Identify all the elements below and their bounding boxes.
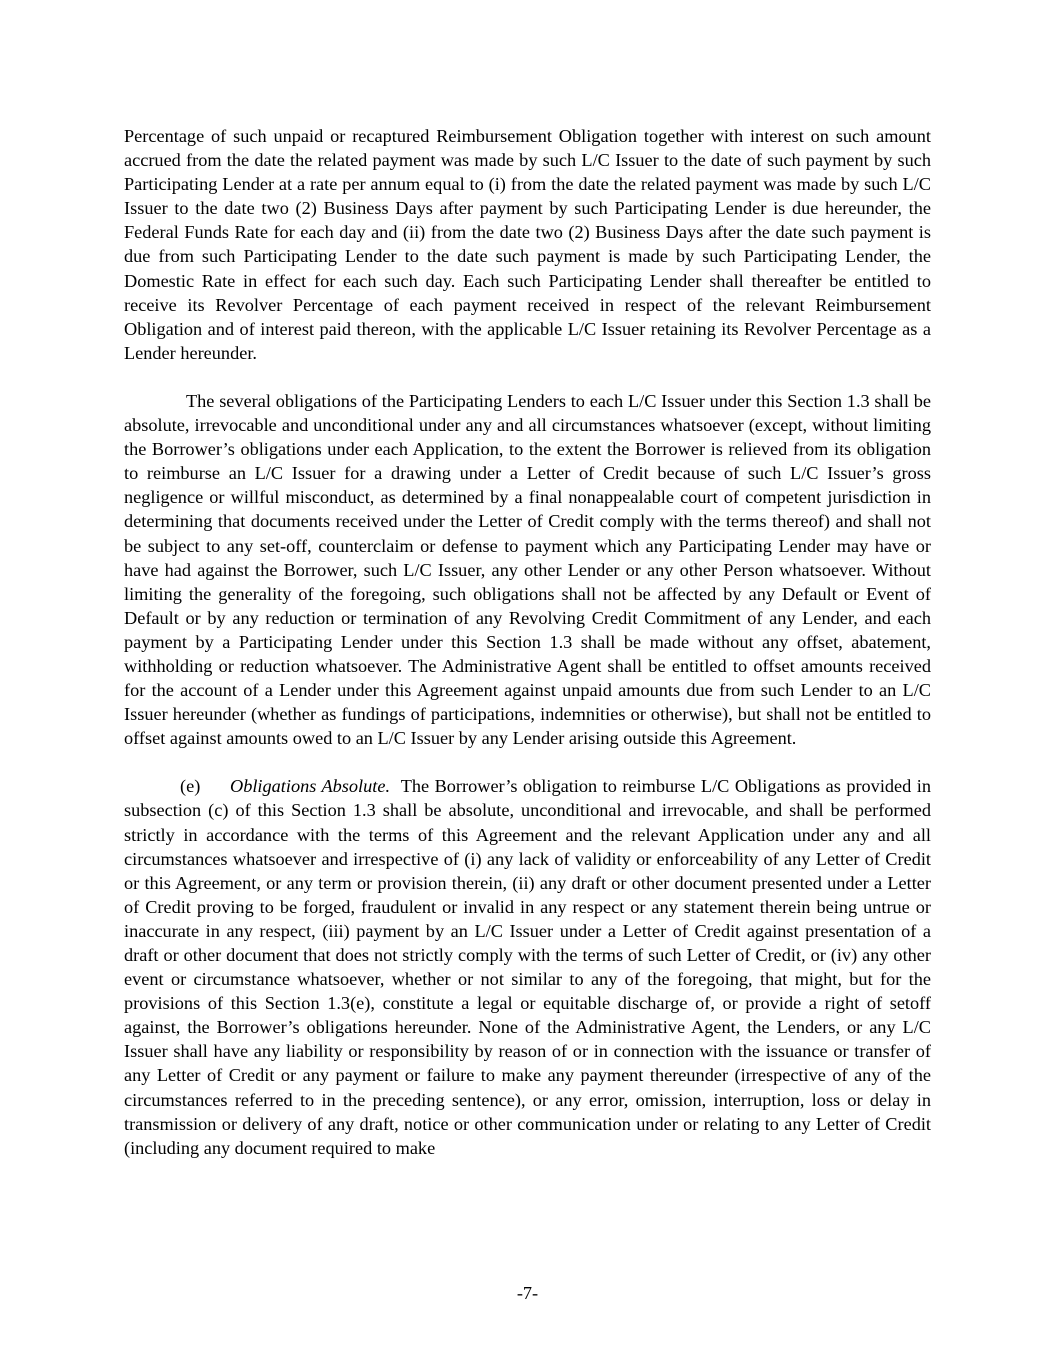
subsection-label: (e) [180, 776, 201, 797]
subsection-heading: Obligations Absolute. [230, 776, 391, 797]
page-number: -7- [516, 1283, 539, 1303]
paragraph-participating-lenders-obligations: The several obligations of the Participating Lenders to each L/C Issuer under this Section 1.3 shall be absolute, irrevocable and unconditional under any and all circumstances whatsoever (except, without limiting the Borrower’s obligations under each Application, to the extent the Borrower is relieved from its obligation to reimburse an L/C Issuer for a drawing under a Letter of Credit because of such L/C Issuer’s gross negligence or willful misconduct, as determined by a final nonappealable court of competent jurisdiction in determining that documents received under the Letter of Credit comply with the terms thereof) and shall not be subject to any set-off, counterclaim or defense to payment which any Participating Lender may have or have had against the Borrower, such L/C Issuer, any other Lender or any other Person whatsoever. Without limiting the generality of the foregoing, such obligations shall not be affected by any Default or Event of Default or by any reduction or termination of any Revolving Credit Commitment of any Lender, and each payment by a Participating Lender under this Section 1.3 shall be made without any offset, abatement, withholding or reduction whatsoever. The Administrative Agent shall be entitled to offset amounts received for the account of a Lender under this Agreement against unpaid amounts due from such Lender to an L/C Issuer hereunder (whether as fundings of participations, indemnities or otherwise), but shall not be entitled to offset against amounts owed to an L/C Issuer by any Lender arising outside this Agreement. [124, 390, 931, 749]
document-body [124, 124, 931, 1160]
paragraph-obligations-absolute [124, 774, 931, 1160]
paragraph-continuation: Percentage of such unpaid or recaptured Reimbursement Obligation together with interest on such amount accrued from the date the related payment was made by such L/C Issuer to the date of such payment by such Participating Lender at a rate per annum equal to (i) from the date the related payment was made by such L/C Issuer to the date two (2) Business Days after payment by such Participating Lender is due hereunder, the Federal Funds Rate for each day and (ii) from the date two (2) Business Days after the date such payment is due from such Participating Lender to the date such payment is made by such Participating Lender, the Domestic Rate in effect for each such day. Each such Participating Lender shall thereafter be entitled to receive its Revolver Percentage of each payment received in respect of the relevant Reimbursement Obligation and of interest paid thereon, with the applicable L/C Issuer retaining its Revolver Percentage as a Lender hereunder. [124, 126, 931, 363]
subsection-text: The Borrower’s obligation to reimburse L/C Obligations as provided in subsection (c) of this Section 1.3 shall be absolute, unconditional and irrevocable, and shall be performed strictly in accordance with the terms of this Agreement and the relevant Application under any and all circumstances whatsoever and irrespective of (i) any lack of validity or enforceability of any Letter of Credit or this Agreement, or any term or provision therein, (ii) any draft or other document presented under a Letter of Credit proving to be forged, fraudulent or invalid in any respect or any statement therein being untrue or inaccurate in any respect, (iii) payment by an L/C Issuer under a Letter of Credit against presentation of a draft or other document that does not strictly comply with the terms of such Letter of Credit, or (iv) any other event or circumstance whatsoever, whether or not similar to any of the foregoing, that might, but for the provisions of this Section 1.3(e), constitute a legal or equitable discharge of, or provide a right of setoff against, the Borrower’s obligations hereunder. None of the Administrative Agent, the Lenders, or any L/C Issuer shall have any liability or responsibility by reason of or in connection with the issuance or transfer of any Letter of Credit or any payment or failure to make any payment thereunder (irrespective of any of the circumstances referred to in the preceding sentence), or any error, omission, interruption, loss or delay in transmission or delivery of any draft, notice or other communication under or relating to any Letter of Credit (including any document required to make [124, 776, 932, 1158]
